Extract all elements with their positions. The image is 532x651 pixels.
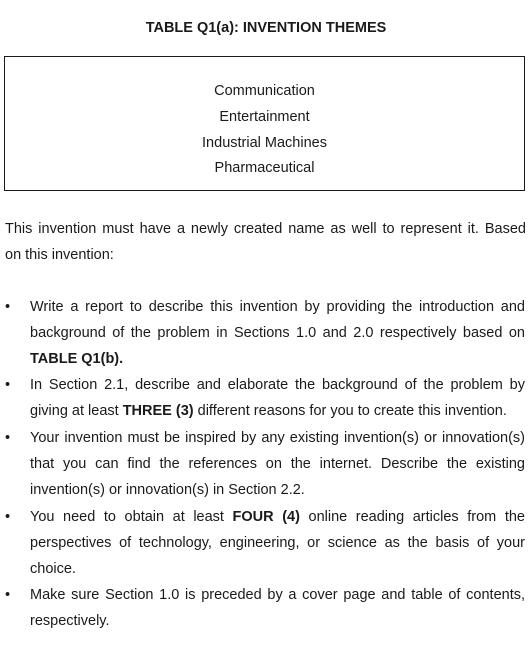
table-title: TABLE Q1(a): INVENTION THEMES [145,20,387,36]
bullet-line [30,504,525,530]
theme-item: Entertainment [219,109,310,125]
bullet-text-part: online reading articles from the [299,509,525,525]
bullet-line: respectively. [30,613,110,629]
bullet-line: Your invention must be inspired by any existing invention(s) or innovation(s) [30,430,525,446]
bold-count: THREE (3) [122,403,194,419]
bullet-text-part: different reasons for you to create this invention. [193,403,507,419]
theme-item: Pharmaceutical [214,160,315,176]
bullet-mark: • [5,299,11,315]
bold-reference: TABLE Q1(b). [30,351,124,367]
intro-line: on this invention: [5,247,114,263]
bullet-line: background of the problem in Sections 1.0 and 2.0 respectively based on [30,325,525,341]
theme-item: Industrial Machines [202,135,327,151]
bullet-mark: • [5,377,11,393]
bullet-line: that you can find the references on the internet. Describe the existing [30,456,525,472]
bullet-line: invention(s) or innovation(s) in Section 2.2. [30,482,305,498]
bullet-mark: • [5,509,11,525]
bullet-line: In Section 2.1, describe and elaborate the background of the problem by [30,377,525,393]
bullet-line [30,346,525,372]
bullet-text-part: You need to obtain at least [30,509,233,525]
bullet-text-part: giving at least [30,403,123,419]
intro-line: This invention must have a newly created name as well to represent it. Based [5,221,526,237]
bold-count: FOUR (4) [232,509,300,525]
bullet-mark: • [5,587,11,603]
bullet-line: Write a report to describe this invention by providing the introduction and [30,299,525,315]
intro-paragraph [5,216,526,268]
bullet-line: perspectives of technology, engineering, or science as the basis of your [30,535,525,551]
bullet-line: choice. [30,561,76,577]
bullet-mark: • [5,430,11,446]
bullet-line [30,398,525,424]
bullet-line: Make sure Section 1.0 is preceded by a cover page and table of contents, [30,587,525,603]
theme-item: Communication [214,83,315,99]
themes-table [4,56,525,191]
